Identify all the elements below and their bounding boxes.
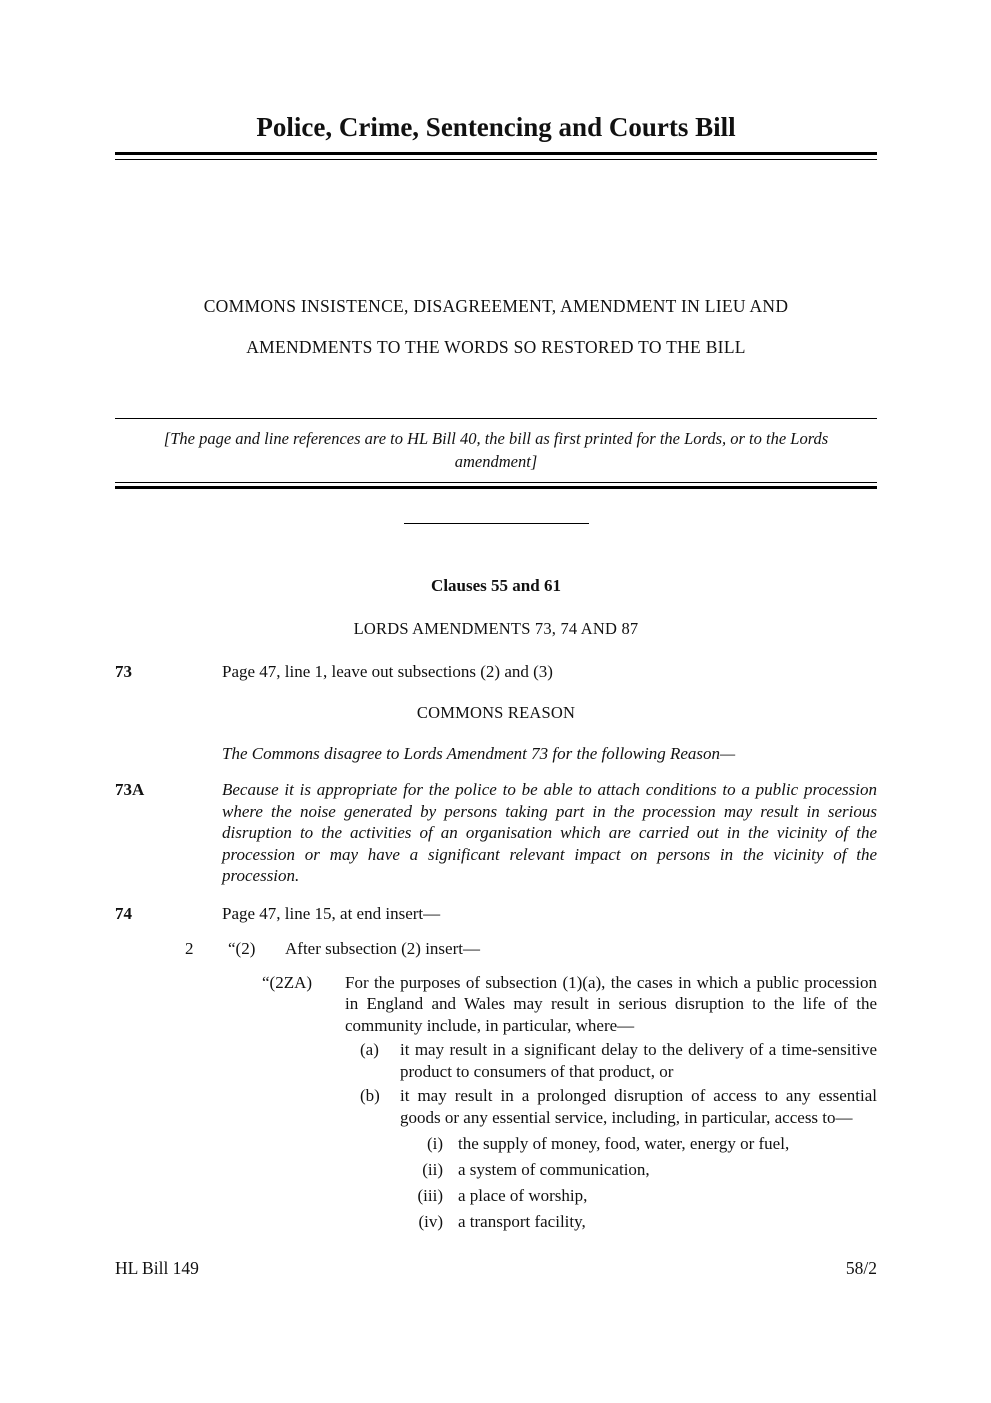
footer-bill-number: HL Bill 149 bbox=[115, 1258, 199, 1278]
subparagraph-ii-label: (ii) bbox=[422, 1160, 443, 1179]
amendment-73-text: Page 47, line 1, leave out subsections (2) and (3) bbox=[222, 662, 553, 681]
title-rule-thin bbox=[115, 159, 877, 160]
amendment-73a-text: Because it is appropriate for the police to be able to attach conditions to a public procession where the noise generated by persons taking part in the procession may result in serious disruption to the activities of an organisation which are carried out in the vicinity of the procession or may have a significant relevant impact on persons in the vicinity of the procession. bbox=[222, 780, 877, 885]
subparagraph-iv-label: (iv) bbox=[418, 1212, 443, 1231]
amendment-73a-number: 73A bbox=[115, 780, 145, 799]
inserted-item-2-number: 2 bbox=[185, 939, 194, 958]
subparagraph-iv-text: a transport facility, bbox=[458, 1212, 586, 1231]
paragraph-b-label: (b) bbox=[360, 1086, 380, 1105]
amendment-74-number: 74 bbox=[115, 903, 132, 923]
commons-insistence-heading bbox=[115, 286, 877, 368]
title-rule-thick bbox=[115, 152, 877, 155]
bill-title: Police, Crime, Sentencing and Courts Bill bbox=[256, 112, 736, 142]
subparagraph-ii-text: a system of communication, bbox=[458, 1160, 650, 1179]
paragraph-b-row bbox=[360, 1085, 877, 1128]
section-separator-rule bbox=[404, 523, 589, 524]
subsection-2-text: After subsection (2) insert— bbox=[285, 939, 480, 958]
subparagraph-iii-label: (iii) bbox=[417, 1186, 443, 1205]
amendment-74-row bbox=[115, 903, 877, 925]
subparagraph-i-row bbox=[393, 1133, 877, 1154]
amendment-73-row bbox=[115, 661, 877, 683]
commons-insistence-heading-line2: AMENDMENTS TO THE WORDS SO RESTORED TO THE BILL bbox=[246, 337, 746, 357]
footer-session-number: 58/2 bbox=[845, 1258, 877, 1278]
amendment-73a-row bbox=[115, 779, 877, 887]
commons-insistence-heading-line1: COMMONS INSISTENCE, DISAGREEMENT, AMENDMENT IN LIEU AND bbox=[203, 296, 789, 316]
amendment-74-text: Page 47, line 15, at end insert— bbox=[222, 903, 441, 923]
paragraph-a-text: it may result in a significant delay to the delivery of a time-sensitive product to consumers of that product, or bbox=[400, 1040, 877, 1081]
reference-note: [The page and line references are to HL Bill 40, the bill as first printed for the Lords, or to the Lords amendment] bbox=[115, 418, 877, 482]
inserted-item-2-row bbox=[185, 938, 877, 960]
subparagraph-iii-text: a place of worship, bbox=[458, 1186, 588, 1205]
subsection-2za-row bbox=[262, 972, 877, 1037]
subsection-2za-label: “(2ZA) bbox=[262, 972, 313, 992]
subparagraph-ii-row bbox=[393, 1159, 877, 1180]
reason-intro: The Commons disagree to Lords Amendment 73 for the following Reason— bbox=[222, 743, 736, 763]
subparagraph-iii-row bbox=[393, 1185, 877, 1206]
reference-rule-thick bbox=[115, 486, 877, 489]
subparagraph-iv-row bbox=[393, 1211, 877, 1232]
reference-rule-thin bbox=[115, 482, 877, 483]
amendment-73-number: 73 bbox=[115, 662, 132, 681]
subparagraph-i-label: (i) bbox=[426, 1134, 443, 1153]
subsection-2-label: “(2) bbox=[228, 939, 256, 958]
page-footer bbox=[115, 1258, 877, 1279]
clauses-heading: Clauses 55 and 61 bbox=[431, 576, 561, 595]
subsection-2za-text: For the purposes of subsection (1)(a), the cases in which a public procession in England and Wales may result in serious disruption to the life of the community include, in particular, where— bbox=[345, 972, 877, 1035]
title-divider-rule bbox=[115, 152, 877, 160]
reference-note-divider-rule bbox=[115, 482, 877, 489]
subparagraph-i-text: the supply of money, food, water, energy or fuel, bbox=[458, 1134, 790, 1153]
paragraph-a-row bbox=[360, 1039, 877, 1082]
lords-amendments-heading: LORDS AMENDMENTS 73, 74 AND 87 bbox=[353, 619, 639, 638]
paragraph-a-label: (a) bbox=[360, 1040, 379, 1059]
commons-reason-heading: COMMONS REASON bbox=[416, 702, 576, 722]
paragraph-b-text: it may result in a prolonged disruption of access to any essential goods or any essential service, including, in particular, access to— bbox=[400, 1086, 877, 1127]
